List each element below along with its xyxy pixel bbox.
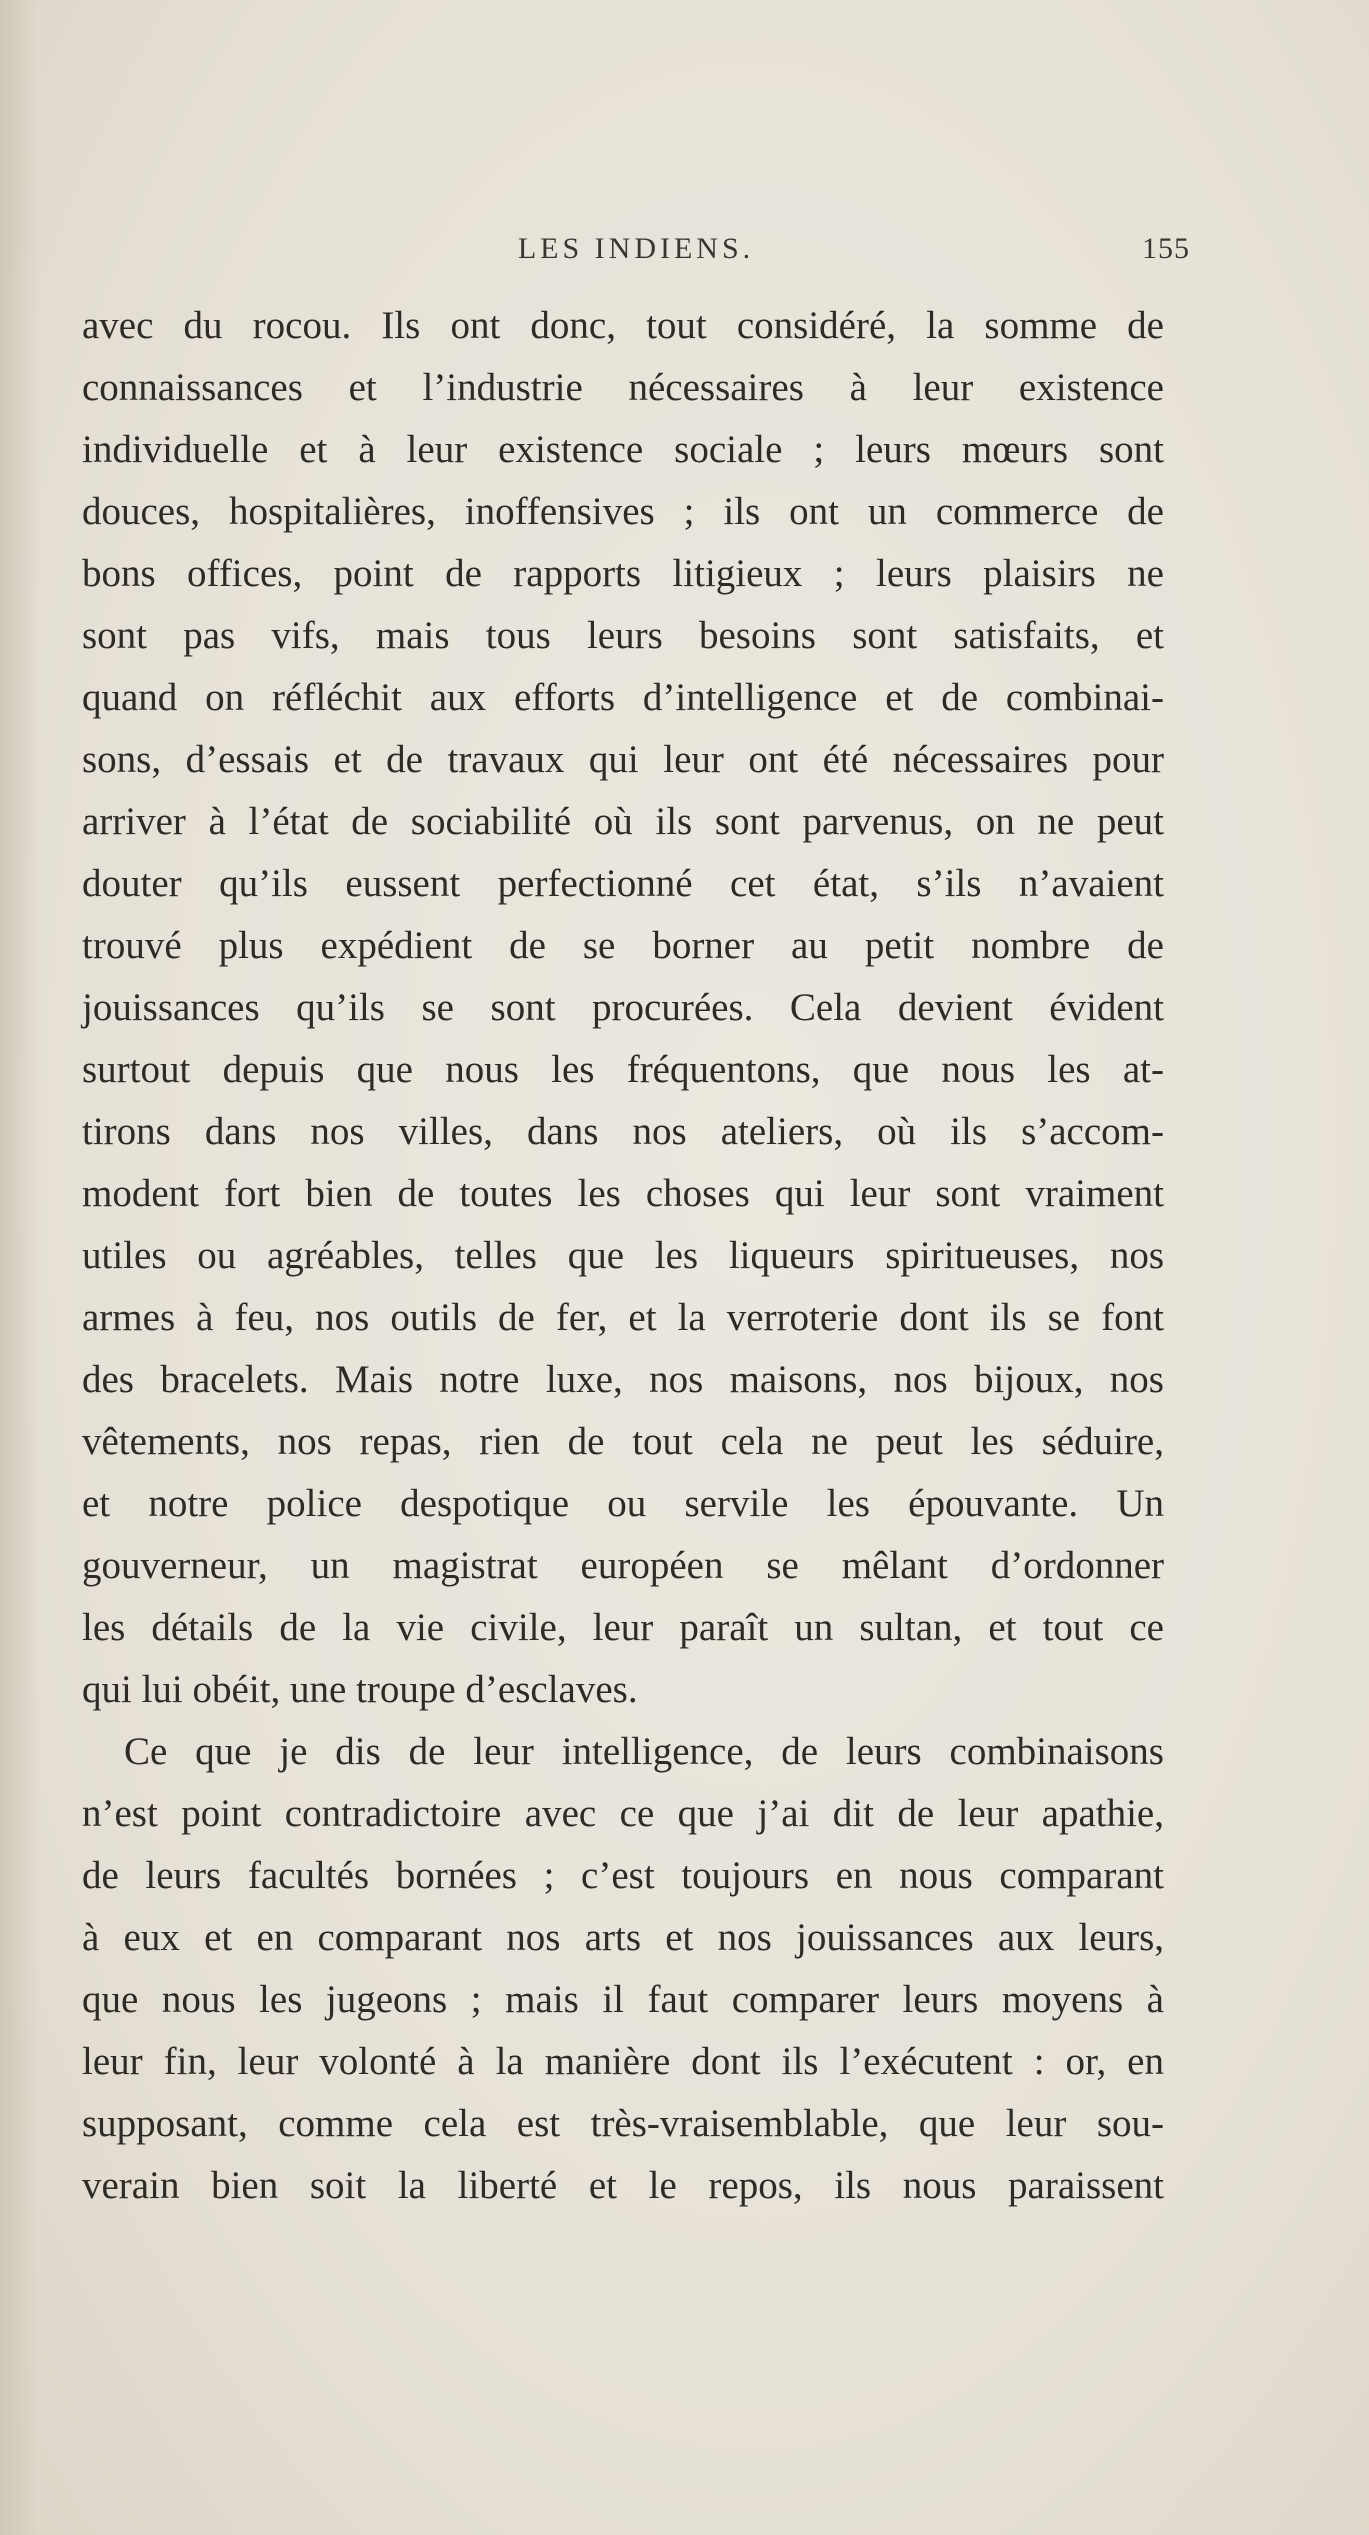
running-head: LES INDIENS.: [517, 232, 755, 265]
paragraph-1: [82, 295, 1164, 1721]
text-line: de leurs facultés bornées ; c’est toujours en nous comparant: [82, 1854, 1164, 1897]
text-line: des bracelets. Mais notre luxe, nos maisons, nos bijoux, nos: [82, 1358, 1164, 1401]
text-line: arriver à l’état de sociabilité où ils sont parvenus, on ne peut: [82, 800, 1164, 843]
text-line: gouverneur, un magistrat européen se mêlant d’ordonner: [82, 1544, 1164, 1587]
text-line: utiles ou agréables, telles que les liqueurs spiritueuses, nos: [82, 1234, 1164, 1277]
text-line: vêtements, nos repas, rien de tout cela ne peut les séduire,: [82, 1420, 1164, 1463]
page-header: [82, 232, 1190, 282]
text-line: verain bien soit la liberté et le repos, ils nous paraissent: [82, 2164, 1164, 2207]
text-line: trouvé plus expédient de se borner au petit nombre de: [82, 924, 1164, 967]
text-line: avec du rocou. Ils ont donc, tout considéré, la somme de: [82, 304, 1164, 347]
text-line: quand on réfléchit aux efforts d’intelligence et de combinai-: [82, 676, 1164, 719]
text-line: douter qu’ils eussent perfectionné cet état, s’ils n’avaient: [82, 862, 1164, 905]
text-line: sont pas vifs, mais tous leurs besoins sont satisfaits, et: [82, 614, 1164, 657]
text-line: surtout depuis que nous les fréquentons, que nous les at-: [82, 1048, 1164, 1091]
text-line: armes à feu, nos outils de fer, et la verroterie dont ils se font: [82, 1296, 1164, 1339]
text-line: douces, hospitalières, inoffensives ; ils ont un commerce de: [82, 490, 1164, 533]
text-line: jouissances qu’ils se sont procurées. Cela devient évident: [82, 986, 1164, 1029]
text-line: et notre police despotique ou servile les épouvante. Un: [82, 1482, 1164, 1525]
text-line: connaissances et l’industrie nécessaires à leur existence: [82, 366, 1164, 409]
paragraph-2: [82, 1721, 1164, 2217]
text-line: tirons dans nos villes, dans nos ateliers, où ils s’accom-: [82, 1110, 1164, 1153]
text-line: Ce que je dis de leur intelligence, de leurs combinaisons: [124, 1730, 1164, 1773]
text-line: sons, d’essais et de travaux qui leur ont été nécessaires pour: [82, 738, 1164, 781]
text-line: supposant, comme cela est très-vraisemblable, que leur sou-: [82, 2102, 1164, 2145]
text-line: leur fin, leur volonté à la manière dont ils l’exécutent : or, en: [82, 2040, 1164, 2083]
page-number: 155: [1142, 232, 1190, 265]
text-line: qui lui obéit, une troupe d’esclaves.: [82, 1668, 638, 1711]
text-line: modent fort bien de toutes les choses qui leur sont vraiment: [82, 1172, 1164, 1215]
text-line: les détails de la vie civile, leur paraît un sultan, et tout ce: [82, 1606, 1164, 1649]
text-line: à eux et en comparant nos arts et nos jouissances aux leurs,: [82, 1916, 1164, 1959]
text-line: bons offices, point de rapports litigieux ; leurs plaisirs ne: [82, 552, 1164, 595]
body-text: [82, 295, 1164, 2217]
text-line: n’est point contradictoire avec ce que j’ai dit de leur apathie,: [82, 1792, 1164, 1835]
text-line: que nous les jugeons ; mais il faut comparer leurs moyens à: [82, 1978, 1164, 2021]
text-line: individuelle et à leur existence sociale ; leurs mœurs sont: [82, 428, 1164, 471]
gutter-shadow: [0, 0, 40, 2535]
